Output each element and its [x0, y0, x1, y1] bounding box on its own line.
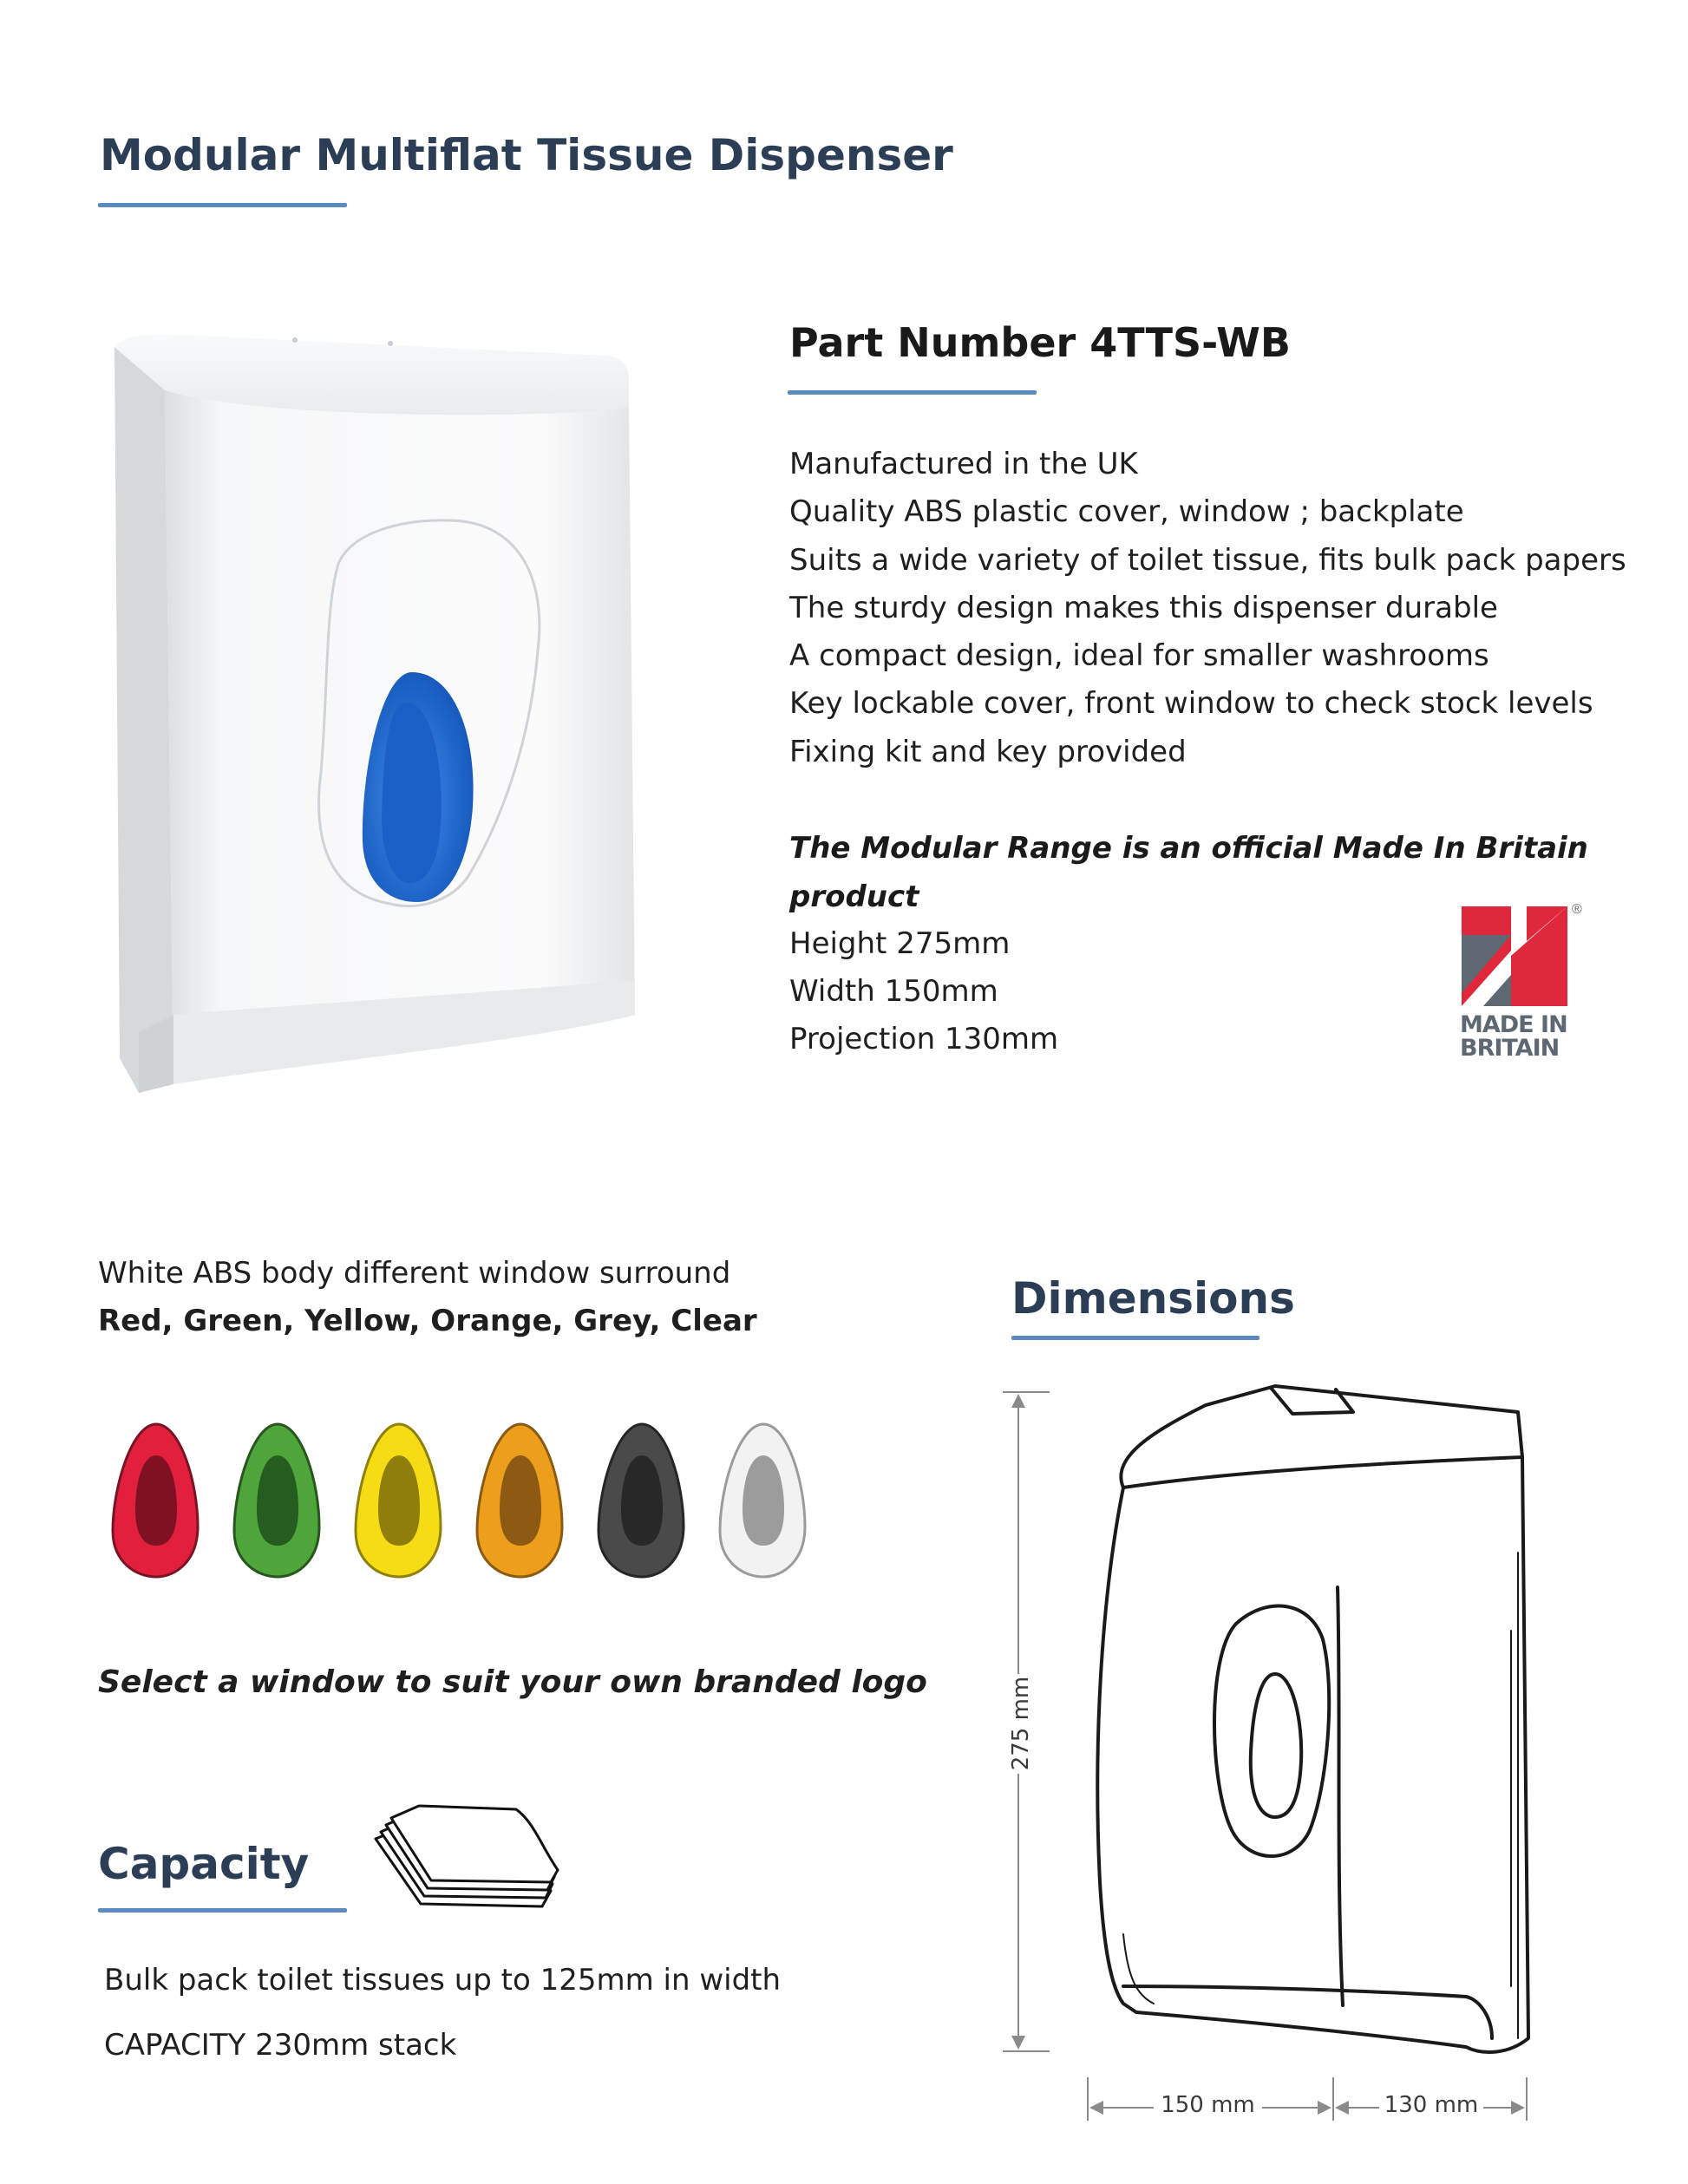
capacity-line-2: CAPACITY 230mm stack [104, 2028, 457, 2063]
dimensions-underline [1011, 1336, 1259, 1340]
feature-item: Key lockable cover, front window to check stock levels [789, 686, 1593, 722]
feature-item: Fixing kit and key provided [789, 734, 1187, 769]
feature-list [789, 441, 1657, 776]
feature-item: The sturdy design makes this dispenser durable [789, 590, 1498, 625]
spec-height: Height 275mm [789, 926, 1011, 961]
projection-dimension-label: 130 mm [1384, 2092, 1479, 2118]
height-dimension-label: 275 mm [1008, 1676, 1034, 1771]
feature-item: A compact design, ideal for smaller washrooms [789, 638, 1489, 674]
window-swatch-green [234, 1424, 319, 1577]
union-flag-icon [1457, 902, 1587, 1010]
capacity-line-1: Bulk pack toilet tissues up to 125mm in width [104, 1963, 782, 1998]
feature-item: Suits a wide variety of toilet tissue, fits bulk pack papers [789, 542, 1626, 578]
page-title: Modular Multiflat Tissue Dispenser [100, 130, 953, 180]
feature-item: Manufactured in the UK [789, 447, 1138, 481]
part-number-underline [788, 390, 1037, 395]
tissue-stack-icon [369, 1804, 568, 1926]
window-swatch-orange [477, 1424, 562, 1577]
window-colour-list: Red, Green, Yellow, Orange, Grey, Clear [98, 1304, 757, 1338]
spec-projection: Projection 130mm [789, 1022, 1059, 1056]
made-in-britain-tagline: The Modular Range is an official Made In Britain product [789, 831, 1588, 914]
window-swatch-clear [720, 1424, 805, 1577]
badge-line-1: MADE IN [1460, 1011, 1567, 1038]
window-swatch-yellow [356, 1424, 441, 1577]
product-photo [104, 321, 659, 1136]
width-dimension-label: 150 mm [1161, 2092, 1255, 2118]
made-in-britain-logo [1457, 902, 1587, 1067]
badge-line-2: BRITAIN [1460, 1035, 1560, 1062]
window-intro: White ABS body different window surround [98, 1256, 731, 1291]
part-number-heading: Part Number 4TTS-WB [789, 319, 1291, 366]
window-swatch-grey [599, 1424, 684, 1577]
dimensions-heading: Dimensions [1011, 1273, 1295, 1324]
dimension-drawing [980, 1379, 1674, 2151]
registered-mark: ® [1572, 902, 1582, 917]
capacity-heading: Capacity [98, 1839, 310, 1889]
window-swatch-red [113, 1424, 198, 1577]
capacity-underline [98, 1908, 347, 1913]
spec-width: Width 150mm [789, 974, 998, 1009]
branded-logo-note: Select a window to suit your own branded logo [98, 1664, 927, 1700]
title-underline [98, 203, 347, 207]
window-swatch-row [104, 1414, 815, 1587]
feature-item: Quality ABS plastic cover, window ; backplate [789, 494, 1464, 530]
